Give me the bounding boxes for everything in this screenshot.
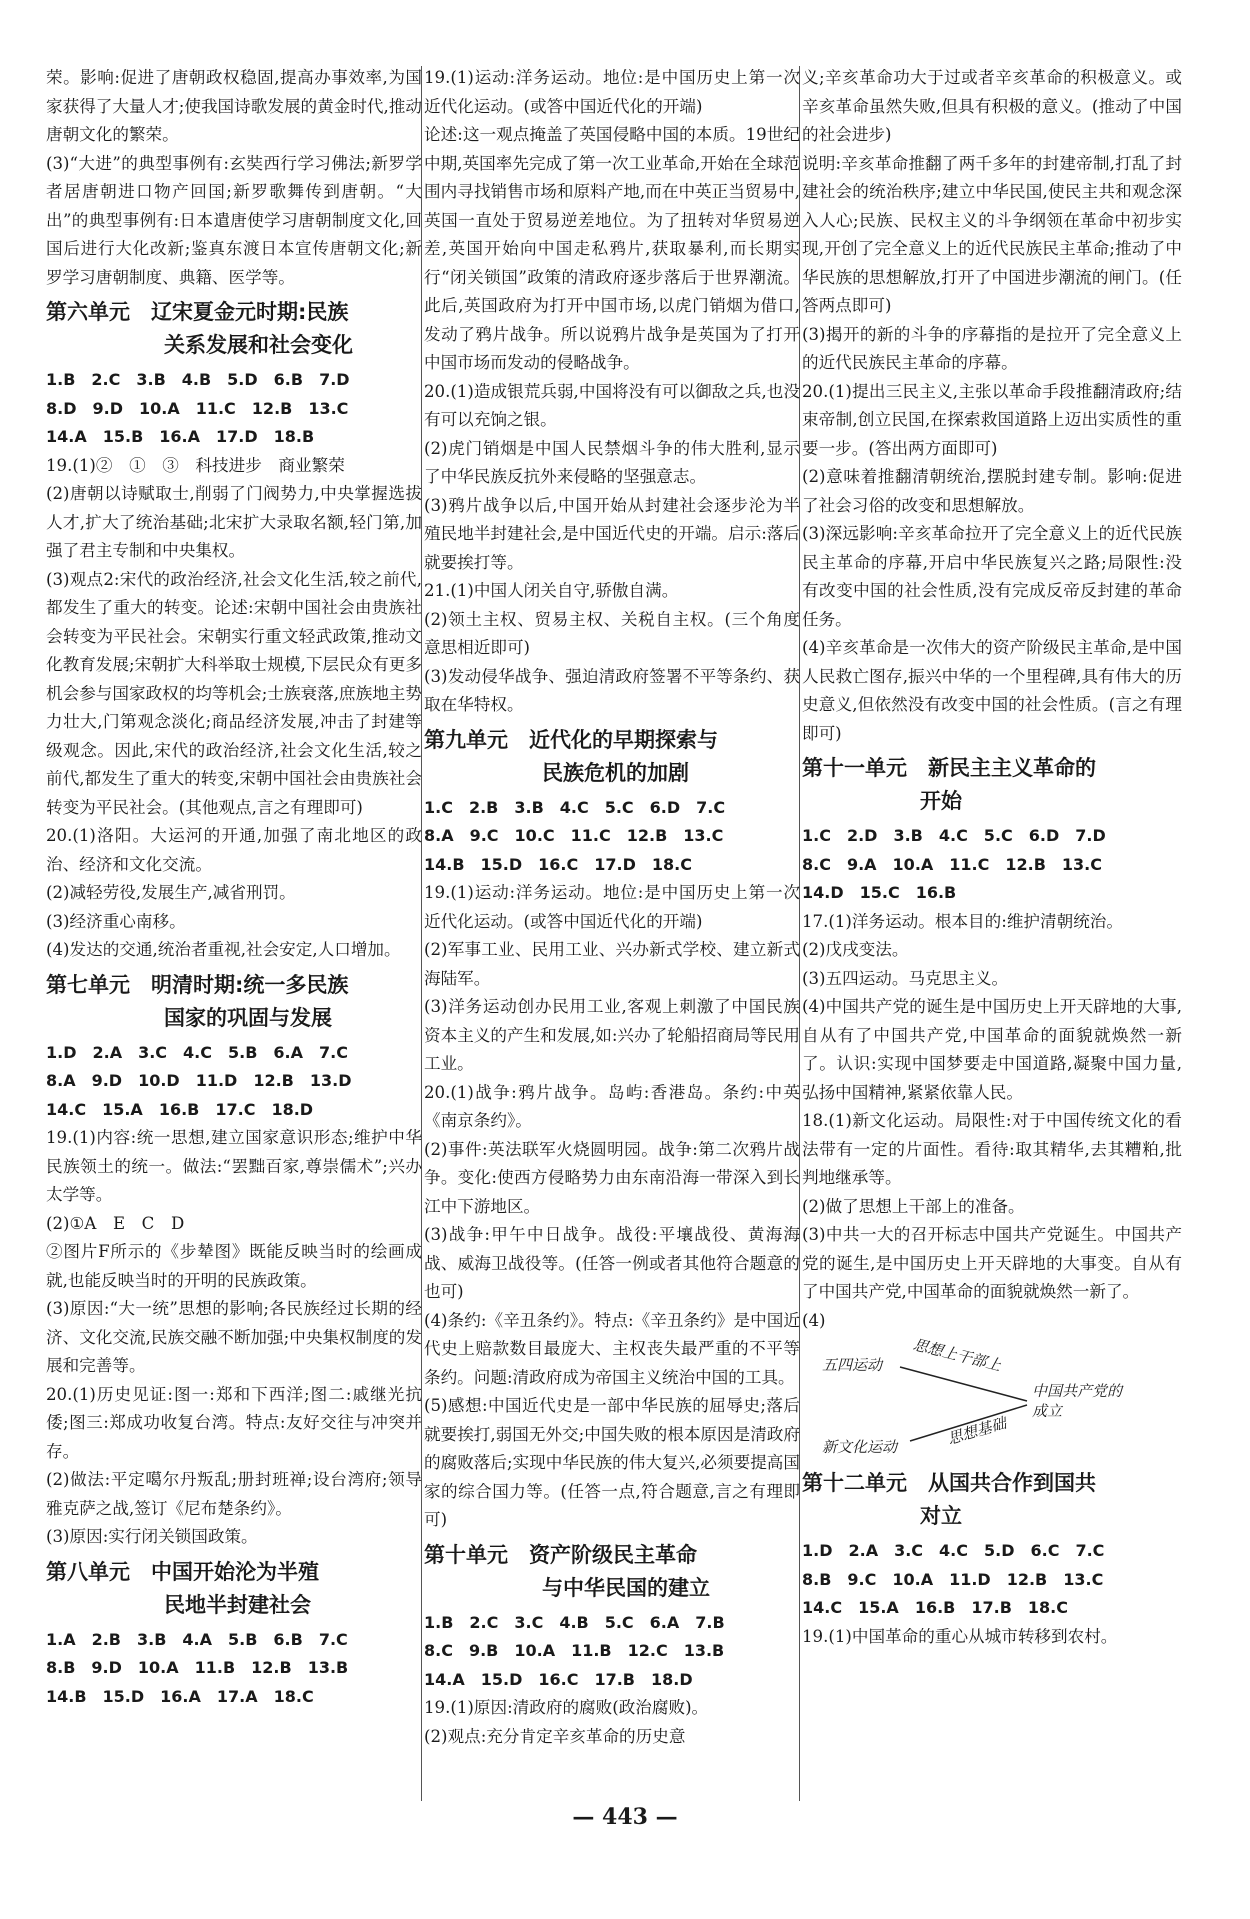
paragraph: (2)事件:英法联军火烧圆明园。战争:第二次鸦片战争。变化:使西方侵略势力由东南沿海一带深入到长江中下游地区。 [424,1139,800,1216]
question-18: 18.(1)新文化运动。局限性:对于中国传统文化的看法带有一定的片面性。看待:取其精华,去其糟粕,批判地继承等。 [802,1111,1182,1187]
paragraph: 说明:辛亥革命推翻了两千多年的封建帝制,打乱了封建社会的统治秩序;建立中华民国,使民主共和观念深入人心;民族、民权主义的斗争纲领在革命中初步实现,开创了完全意义上的近代民族民主革命;推动了中华民族的思想解放,打开了中国进步潮流的闸门。(任答两点即可) [802,153,1182,315]
paragraph: (2)意味着推翻清朝统治,摆脱封建专制。影响:促进了社会习俗的改变和思想解放。 [802,467,1182,515]
column-2 [424,64,800,1751]
diagram-node-xinwenhua: 新文化运动 [822,1438,898,1456]
question-19: 19.(1)中国革命的重心从城市转移到农村。 [802,1626,1118,1646]
paragraph: (3)鸦片战争以后,中国开始从封建社会逐步沦为半殖民地半封建社会,是中国近代史的开端。启示:落后就要挨打等。 [424,495,800,572]
paragraph: (4)辛亥革命是一次伟大的资产阶级民主革命,是中国人民救亡图存,振兴中华的一个里程碑,具有伟大的历史意义,但依然没有改变中国的社会性质。(言之有理即可) [802,638,1182,743]
question-20: 20.(1)提出三民主义,主张以革命手段推翻清政府;结束帝制,创立民国,在探索救国道路上迈出实质性的重要一步。(答出两方面即可) [802,381,1182,458]
answer-row: 1.B 2.C 3.B 4.B 5.D 6.B 7.D [46,370,350,389]
paragraph: (4)发达的交通,统治者重视,社会安定,人口增加。 [46,940,401,959]
answer-row: 14.B 15.D 16.C 17.D 18.C [424,854,692,874]
unit-7-title: 第七单元 明清时期:统一多民族 国家的巩固与发展 [46,972,349,1030]
paragraph: (3)经济重心南移。 [46,911,186,931]
paragraph: (4)条约:《辛丑条约》。特点:《辛丑条约》是中国近代史上赔款数目最庞大、主权丧失最严重的不平等条约。问题:清政府成为帝国主义统治中国的工具。 [424,1310,800,1387]
paragraph: (2)①A E C D [46,1213,185,1233]
answer-row: 14.A 15.B 16.A 17.D 18.B [46,427,315,446]
paragraph: (3)揭开的新的斗争的序幕指的是拉开了完全意义上的近代民族民主革命的序幕。 [802,324,1182,372]
answer-row: 8.A 9.D 10.D 11.D 12.B 13.D [46,1071,352,1090]
paragraph: (3)原因:实行闭关锁国政策。 [46,1527,258,1546]
unit-9-title: 第九单元 近代化的早期探索与 民族危机的加剧 [424,727,718,785]
answer-row: 14.A 15.D 16.C 17.B 18.D [424,1669,693,1689]
answer-row: 1.D 2.A 3.C 4.C 5.B 6.A 7.C [46,1042,348,1062]
diagram-edge-label: 思想上干部上 [911,1335,1003,1375]
paragraph: 论述:这一观点掩盖了英国侵略中国的本质。19世纪中期,英国率先完成了第一次工业革命,开始在全球范围内寻找销售市场和原料产地,而在中英正当贸易中,英国一直处于贸易逆差地位。为了扭转对华贸易逆差,英国开始向中国走私鸦片,获取暴利,而长期实行“闭关锁国”政策的清政府逐步落后于世界潮流。此后,英国政府为打开中国市场,以虎门销烟为借口,发动了鸦片战争。所以说鸦片战争是英国为了打开中国市场而发动的侵略战争。 [424,125,800,372]
answer-row: 14.C 15.A 16.B 17.C 18.D [46,1099,314,1119]
paragraph: (2)观点:充分肯定辛亥革命的历史意 [424,1726,686,1746]
question-20: 20.(1)历史见证:图一:郑和下西洋;图二:戚继光抗倭;图三:郑成功收复台湾。特点:友好交往与冲突并存。 [46,1384,422,1461]
answer-row: 8.C 9.A 10.A 11.C 12.B 13.C [802,854,1102,874]
question-19: 19.(1)② ① ③ 科技进步 商业繁荣 [46,455,345,475]
question-19: 19.(1)运动:洋务运动。地位:是中国历史上第一次近代化运动。(或答中国近代化的开端) [424,883,800,931]
question-20: 20.(1)洛阳。大运河的开通,加强了南北地区的政治、经济和文化交流。 [46,826,422,874]
answer-row: 14.B 15.D 16.A 17.A 18.C [46,1686,314,1706]
paragraph: ②图片F所示的《步辇图》既能反映当时的绘画成就,也能反映当时的开明的民族政策。 [46,1242,422,1290]
paragraph: (2)唐朝以诗赋取士,削弱了门阀势力,中央掌握选拔人才,扩大了统治基础;北宋扩大录取名额,轻门第,加强了君主专制和中央集权。 [46,484,422,560]
diagram-node-target: 中国共产党的成立 [1032,1382,1123,1420]
question-19: 19.(1)内容:统一思想,建立国家意识形态;维护中华民族领土的统一。做法:“罢黜百家,尊崇儒术”;兴办太学等。 [46,1128,422,1204]
paragraph: (3)洋务运动创办民用工业,客观上刺激了中国民族资本主义的产生和发展,如:兴办了轮船招商局等民用工业。 [424,997,800,1073]
paragraph: (3)战争:甲午中日战争。战役:平壤战役、黄海海战、威海卫战役等。(任答一例或者其他符合题意的也可) [424,1225,800,1301]
paragraph: 荣。影响:促进了唐朝政权稳固,提高办事效率,为国家获得了大量人才;使我国诗歌发展的黄金时代,推动唐朝文化的繁荣。 [46,68,422,144]
unit-6-title: 第六单元 辽宋夏金元时期:民族 关系发展和社会变化 [46,300,353,357]
answer-row: 1.A 2.B 3.B 4.A 5.B 6.B 7.C [46,1629,348,1649]
paragraph: (2)虎门销烟是中国人民禁烟斗争的伟大胜利,显示了中华民族反抗外来侵略的坚强意志。 [424,438,800,486]
paragraph: (3)五四运动。马克思主义。 [802,968,1009,988]
answer-row: 8.C 9.B 10.A 11.B 12.C 13.B [424,1641,725,1660]
answer-row: 14.D 15.C 16.B [802,883,957,902]
paragraph: 义;辛亥革命功大于过或者辛亥革命的积极意义。或辛亥革命虽然失败,但具有积极的意义。(推动了中国的社会进步) [802,68,1182,144]
answer-row: 14.C 15.A 16.B 17.B 18.C [802,1598,1068,1617]
unit-12-title: 第十二单元 从国共合作到国共 对立 [802,1471,1096,1528]
answer-row: 1.B 2.C 3.C 4.B 5.C 6.A 7.B [424,1612,725,1632]
paragraph: (3)中共一大的召开标志中国共产党诞生。中国共产党的诞生,是中国历史上开天辟地的大事变。自从有了中国共产党,中国革命的面貌就焕然一新了。 [802,1225,1182,1301]
question-19: 19.(1)原因:清政府的腐败(政治腐败)。 [424,1698,709,1717]
answer-row: 8.D 9.D 10.A 11.C 12.B 13.C [46,398,349,418]
diagram-node-wusi: 五四运动 [822,1356,883,1374]
paragraph: (2)戊戌变法。 [802,940,909,959]
paragraph: (2)军事工业、民用工业、兴办新式学校、建立新式海陆军。 [424,940,800,988]
paragraph: (3)“大进”的典型事例有:玄奘西行学习佛法;新罗学者居唐朝进口物产回国;新罗歌舞传到唐朝。“大出”的典型事例有:日本遣唐使学习唐朝制度文化,回国后进行大化改新;鉴真东渡日本宣传唐朝文化;新罗学习唐朝制度、典籍、医学等。 [46,153,422,287]
question-20: 20.(1)造成银荒兵弱,中国将没有可以御敌之兵,也没有可以充饷之银。 [424,381,800,429]
question-17: 17.(1)洋务运动。根本目的:维护清朝统治。 [802,911,1123,931]
paragraph: (2)做了思想上干部上的准备。 [802,1196,1025,1216]
paragraph: (5)感想:中国近代史是一部中华民族的屈辱史;落后就要挨打,弱国无外交;中国失败的根本原因是清政府的腐败落后;实现中华民族的伟大复兴,必须要提高国家的综合国力等。(任答一点,符合题意,言之有理即可) [424,1396,800,1529]
paragraph: (3)发动侵华战争、强迫清政府签署不平等条约、获取在华特权。 [424,666,800,714]
paragraph: (4) [802,1310,826,1330]
paragraph: (3)深远影响:辛亥革命拉开了完全意义上的近代民族民主革命的序幕,开启中华民族复兴之路;局限性:没有改变中国的社会性质,没有完成反帝反封建的革命任务。 [802,524,1182,629]
question-21: 21.(1)中国人闭关自守,骄傲自满。 [424,581,679,600]
column-3 [802,64,1182,1651]
paragraph: (3)观点2:宋代的政治经济,社会文化生活,较之前代,都发生了重大的转变。论述:宋朝中国社会由贵族社会转变为平民社会。宋朝实行重文轻武政策,推动文化教育发展;宋朝扩大科举取士规模,下层民众有更多机会参与国家政权的均等机会;士族衰落,庶族地主势力壮大,门第观念淡化;商品经济发展,冲击了封建等级观念。因此,宋代的政治经济,社会文化生活,较之前代,都发生了重大的转变,宋朝中国社会由贵族社会转变为平民社会。(其他观点,言之有理即可) [46,569,422,817]
question-20: 20.(1)战争:鸦片战争。岛屿:香港岛。条约:中英《南京条约》。 [424,1082,800,1130]
answer-row: 1.C 2.D 3.B 4.C 5.C 6.D 7.D [802,826,1106,845]
answer-row: 1.C 2.B 3.B 4.C 5.C 6.D 7.C [424,797,726,817]
paragraph: (2)做法:平定噶尔丹叛乱;册封班禅;设台湾府;领导雅克萨之战,签订《尼布楚条约》。 [46,1470,422,1518]
page-number: — 443 — [572,1804,678,1830]
unit-11-title: 第十一单元 新民主主义革命的 开始 [802,756,1096,813]
paragraph: (3)原因:“大一统”思想的影响;各民族经过长期的经济、文化交流,民族交融不断加强;中央集权制度的发展和完善等。 [46,1299,422,1375]
concept-diagram [822,1335,1162,1461]
question-19: 19.(1)运动:洋务运动。地位:是中国历史上第一次近代化运动。(或答中国近代化的开端) [424,68,800,116]
diagram-edge-label: 思想基础 [945,1414,1009,1448]
answer-row: 8.B 9.D 10.A 11.B 12.B 13.B [46,1658,349,1677]
paragraph: (2)减轻劳役,发展生产,减省刑罚。 [46,883,296,902]
answer-row: 8.A 9.C 10.C 11.C 12.B 13.C [424,826,724,845]
unit-8-title: 第八单元 中国开始沦为半殖 民地半封建社会 [46,1559,319,1617]
paragraph: (2)领土主权、贸易主权、关税自主权。(三个角度意思相近即可) [424,609,800,657]
column-1 [46,64,422,1711]
answer-row: 8.B 9.C 10.A 11.D 12.B 13.C [802,1569,1104,1589]
paragraph: (4)中国共产党的诞生是中国历史上开天辟地的大事,自从有了中国共产党,中国革命的面貌就焕然一新了。认识:实现中国梦要走中国道路,凝聚中国力量,弘扬中国精神,紧紧依靠人民。 [802,997,1182,1102]
answer-row: 1.D 2.A 3.C 4.C 5.D 6.C 7.C [802,1541,1105,1560]
unit-10-title: 第十单元 资产阶级民主革命 与中华民国的建立 [424,1542,710,1600]
